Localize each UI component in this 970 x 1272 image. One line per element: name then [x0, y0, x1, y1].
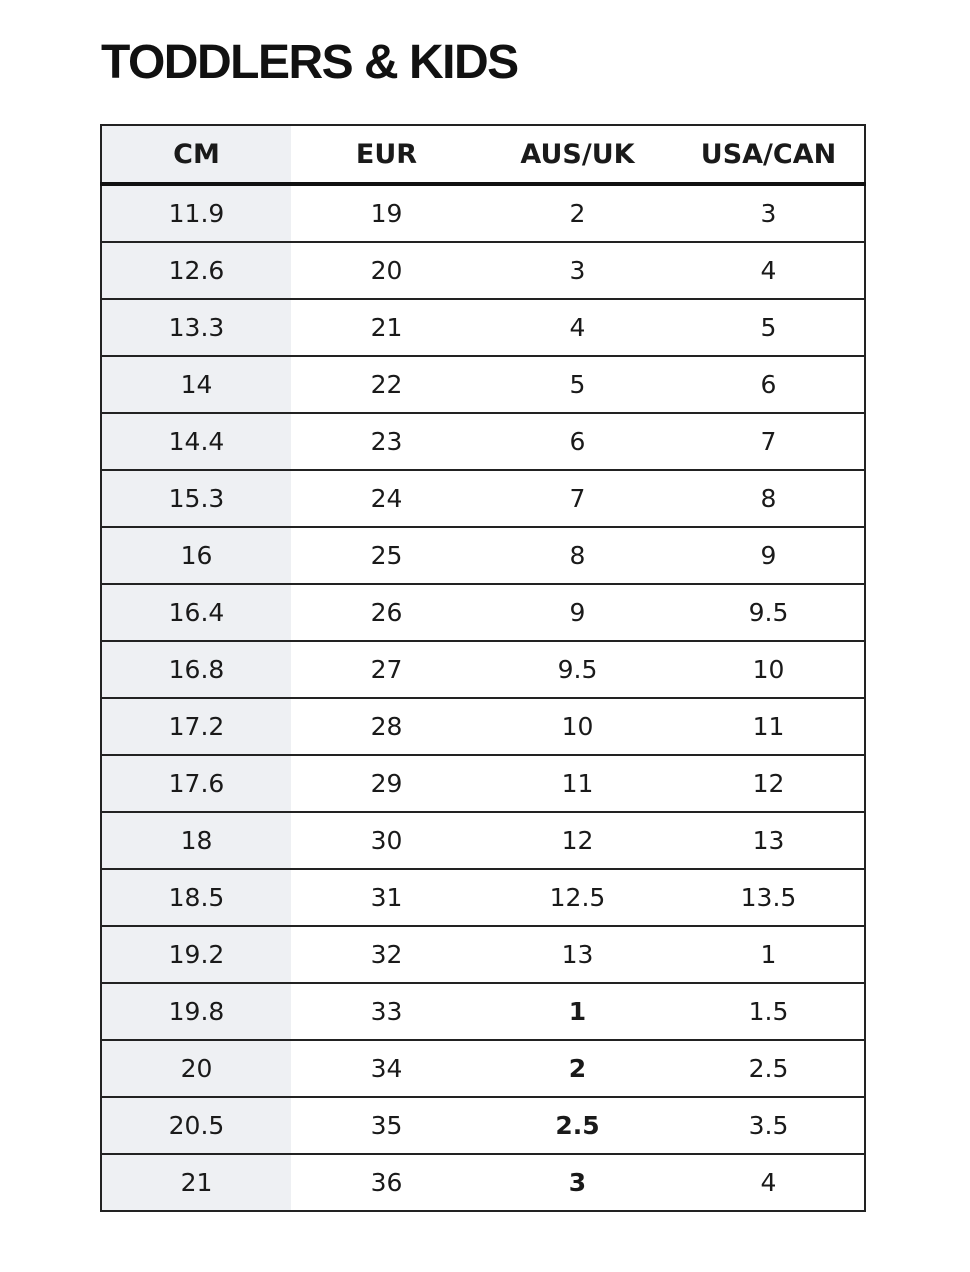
cell-cm: 11.9 [101, 184, 291, 242]
table-row [101, 812, 865, 869]
cell-usa-can: 4 [673, 1154, 865, 1211]
cell-aus-uk: 12.5 [482, 869, 673, 926]
cell-usa-can: 2.5 [673, 1040, 865, 1097]
table-row [101, 926, 865, 983]
table-row [101, 527, 865, 584]
cell-usa-can: 3.5 [673, 1097, 865, 1154]
cell-cm: 21 [101, 1154, 291, 1211]
table-row [101, 869, 865, 926]
cell-usa-can: 10 [673, 641, 865, 698]
table-row [101, 184, 865, 242]
cell-usa-can: 9 [673, 527, 865, 584]
column-header-aus-uk: AUS/UK [482, 125, 673, 184]
cell-usa-can: 9.5 [673, 584, 865, 641]
cell-aus-uk: 4 [482, 299, 673, 356]
cell-eur: 29 [291, 755, 482, 812]
cell-aus-uk: 11 [482, 755, 673, 812]
cell-aus-uk: 10 [482, 698, 673, 755]
column-header-eur: EUR [291, 125, 482, 184]
table-row [101, 299, 865, 356]
cell-usa-can: 13 [673, 812, 865, 869]
cell-usa-can: 13.5 [673, 869, 865, 926]
table-row [101, 470, 865, 527]
cell-eur: 22 [291, 356, 482, 413]
header-row [101, 125, 865, 184]
cell-usa-can: 11 [673, 698, 865, 755]
table-row [101, 1154, 865, 1211]
cell-usa-can: 8 [673, 470, 865, 527]
cell-cm: 14 [101, 356, 291, 413]
table-row [101, 698, 865, 755]
cell-aus-uk: 3 [482, 242, 673, 299]
cell-aus-uk: 5 [482, 356, 673, 413]
cell-eur: 27 [291, 641, 482, 698]
cell-aus-uk: 7 [482, 470, 673, 527]
table-row [101, 641, 865, 698]
column-header-cm: CM [101, 125, 291, 184]
cell-cm: 13.3 [101, 299, 291, 356]
cell-cm: 12.6 [101, 242, 291, 299]
cell-cm: 18.5 [101, 869, 291, 926]
cell-eur: 30 [291, 812, 482, 869]
table-row [101, 1097, 865, 1154]
cell-usa-can: 1.5 [673, 983, 865, 1040]
cell-eur: 24 [291, 470, 482, 527]
table-body [101, 184, 865, 1211]
cell-usa-can: 6 [673, 356, 865, 413]
cell-aus-uk: 2 [569, 199, 586, 228]
cell-eur: 25 [291, 527, 482, 584]
cell-cm: 15.3 [101, 470, 291, 527]
cell-usa-can: 3 [760, 199, 777, 228]
cell-cm: 20 [101, 1040, 291, 1097]
cell-eur: 20 [291, 242, 482, 299]
cell-usa-can: 1 [673, 926, 865, 983]
cell-eur: 33 [291, 983, 482, 1040]
cell-aus-uk: 9 [482, 584, 673, 641]
cell-eur: 26 [291, 584, 482, 641]
cell-aus-uk: 6 [482, 413, 673, 470]
cell-cm: 16 [101, 527, 291, 584]
cell-aus-uk: 9.5 [482, 641, 673, 698]
cell-cm: 19.2 [101, 926, 291, 983]
cell-eur: 23 [291, 413, 482, 470]
table-row [101, 755, 865, 812]
cell-aus-uk: 8 [482, 527, 673, 584]
cell-cm: 16.4 [101, 584, 291, 641]
size-chart-table [100, 124, 866, 1212]
cell-aus-uk: 2.5 [482, 1097, 673, 1154]
cell-aus-uk: 12 [482, 812, 673, 869]
cell-eur: 36 [291, 1154, 482, 1211]
table-row [101, 413, 865, 470]
table-row [101, 242, 865, 299]
cell-usa-can: 7 [673, 413, 865, 470]
cell-cm: 17.2 [101, 698, 291, 755]
cell-cm: 20.5 [101, 1097, 291, 1154]
cell-eur: 21 [291, 299, 482, 356]
cell-usa-can: 4 [673, 242, 865, 299]
table-header [101, 125, 865, 184]
column-header-usa-can: USA/CAN [673, 125, 865, 184]
cell-usa-can: 12 [673, 755, 865, 812]
cell-usa-can: 5 [673, 299, 865, 356]
table-row [101, 1040, 865, 1097]
cell-cm: 16.8 [101, 641, 291, 698]
cell-eur: 28 [291, 698, 482, 755]
page-title: TODDLERS & KIDS [101, 36, 518, 89]
cell-aus-uk: 3 [482, 1154, 673, 1211]
table-row [101, 356, 865, 413]
cell-eur: 32 [291, 926, 482, 983]
cell-aus-uk: 1 [482, 983, 673, 1040]
cell-eur: 19 [370, 199, 403, 228]
cell-eur: 34 [291, 1040, 482, 1097]
cell-cm: 18 [101, 812, 291, 869]
cell-cm: 14.4 [101, 413, 291, 470]
cell-eur: 31 [291, 869, 482, 926]
table-row [101, 584, 865, 641]
table-row [101, 983, 865, 1040]
cell-cm: 19.8 [101, 983, 291, 1040]
cell-aus-uk: 2 [482, 1040, 673, 1097]
cell-aus-uk: 13 [482, 926, 673, 983]
cell-cm: 17.6 [101, 755, 291, 812]
cell-eur: 35 [291, 1097, 482, 1154]
